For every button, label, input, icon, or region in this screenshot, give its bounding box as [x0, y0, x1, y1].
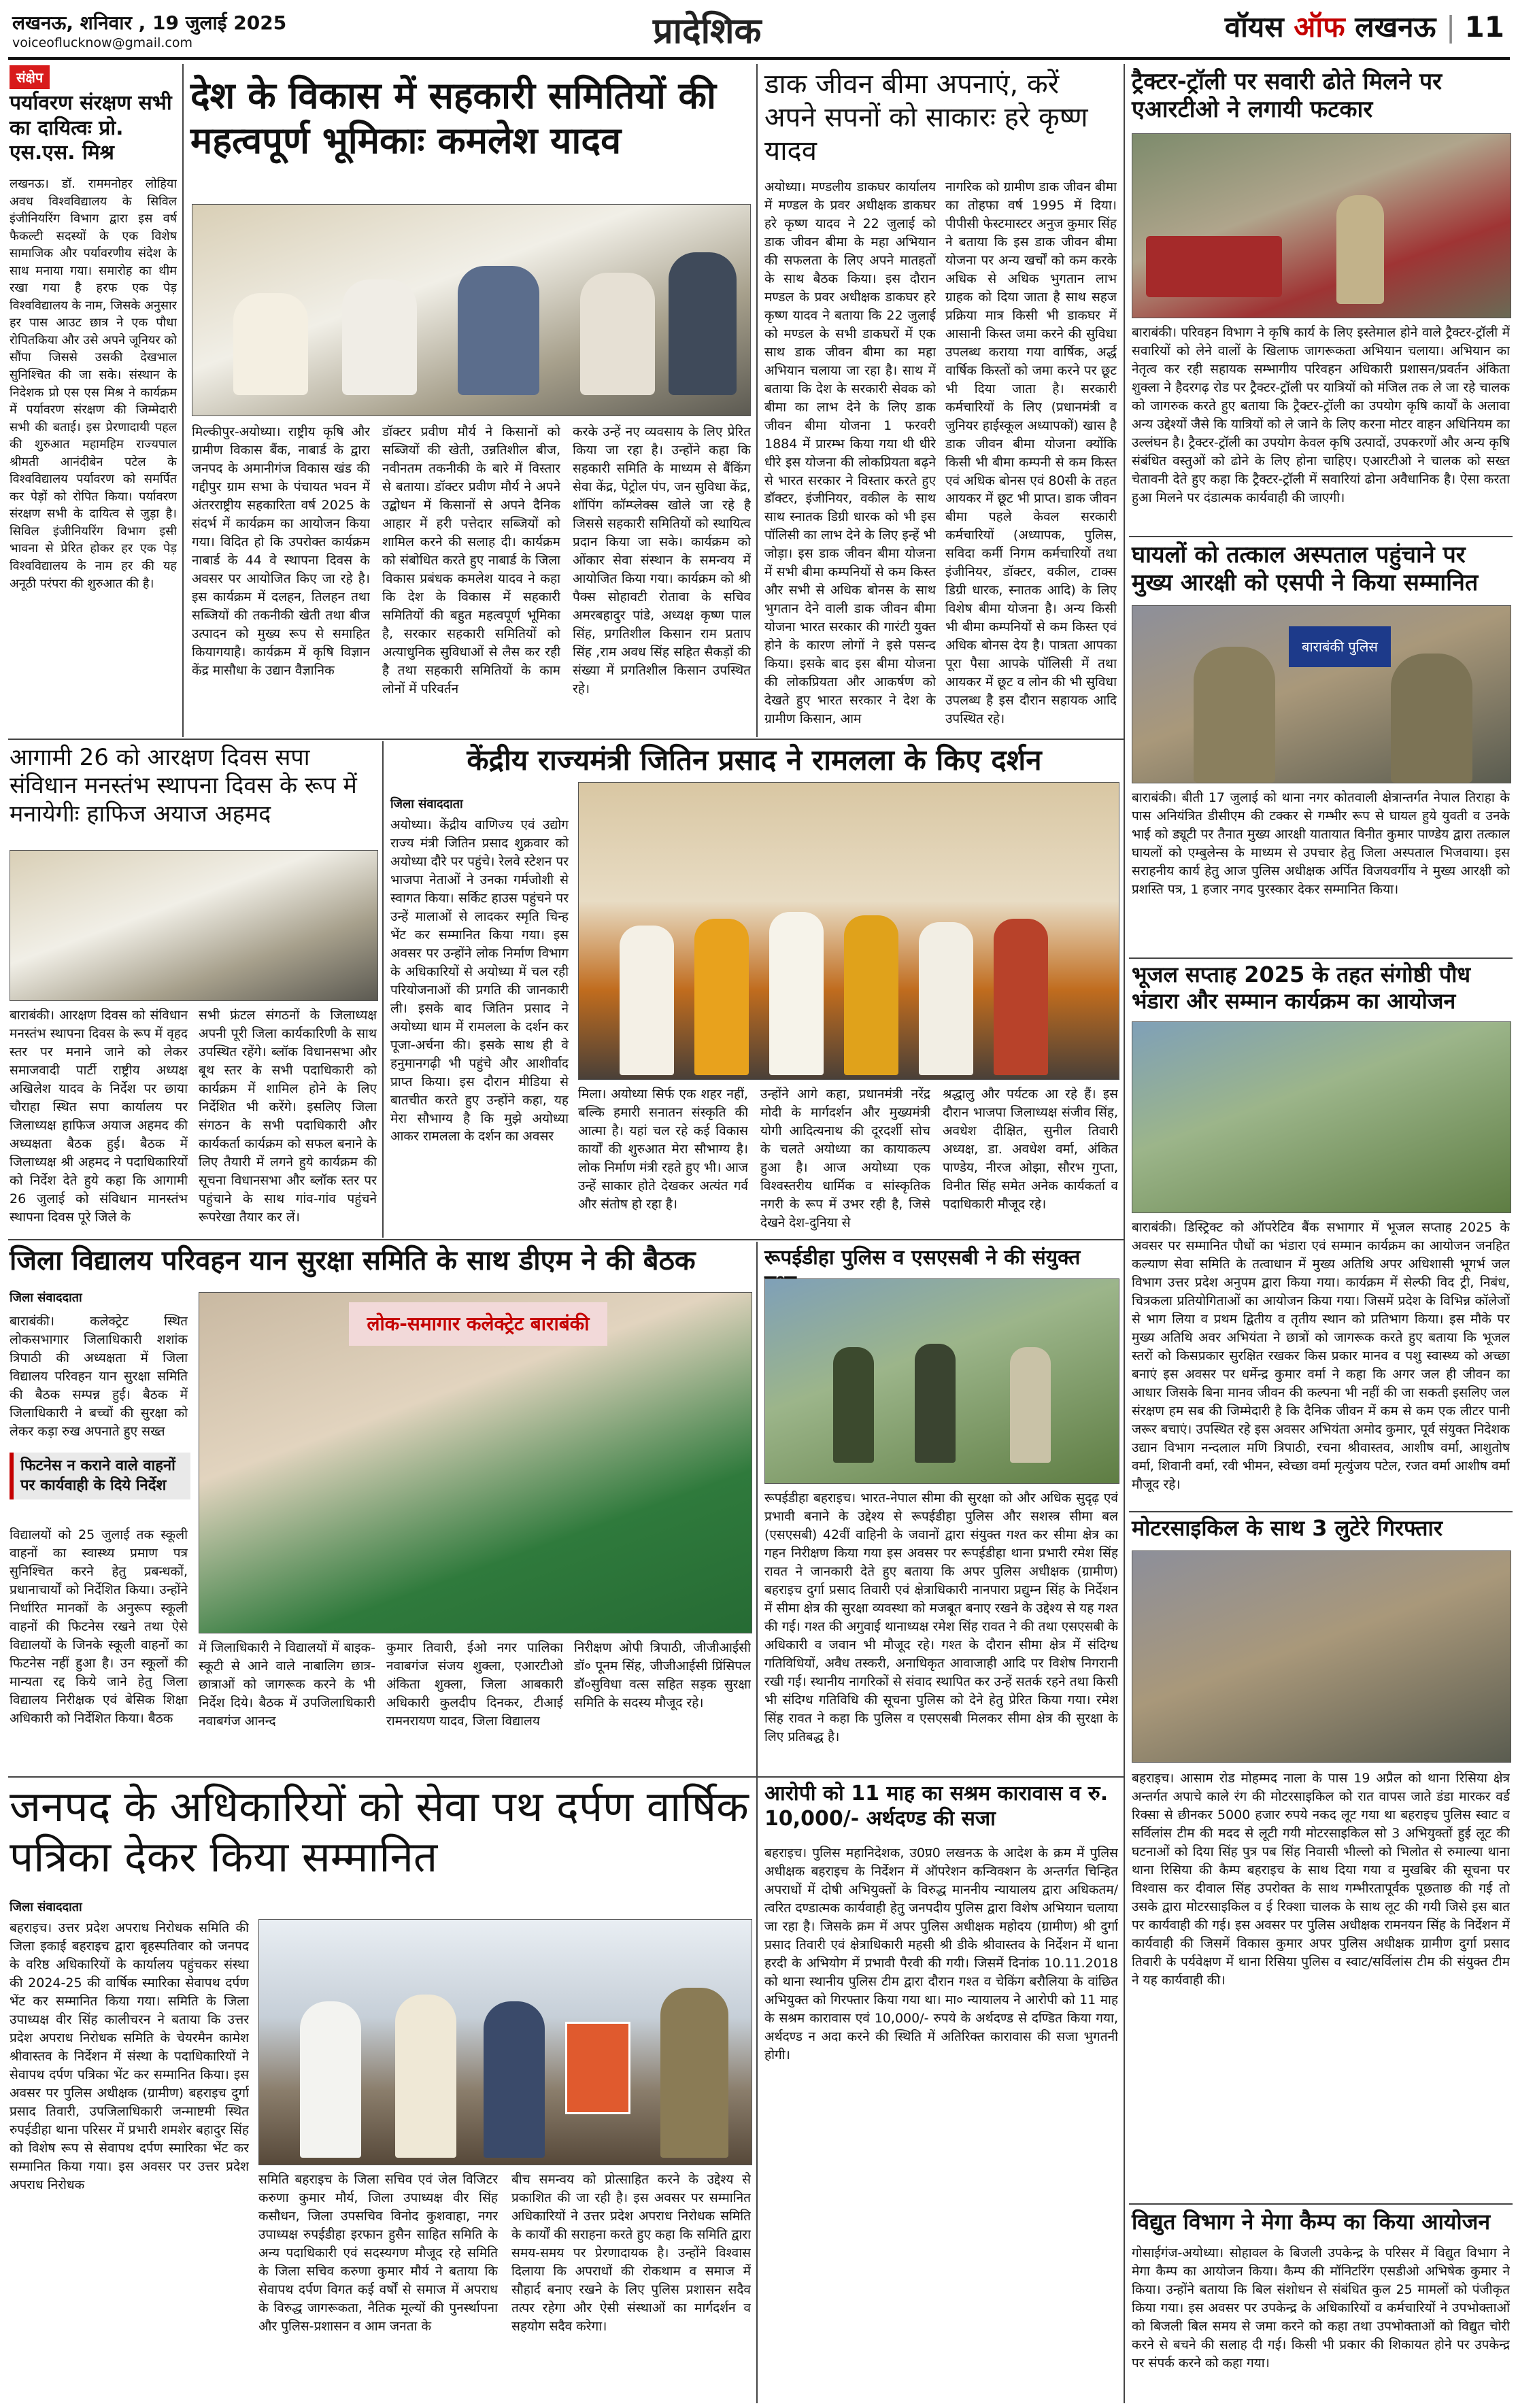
soldier-figure: [833, 1347, 874, 1463]
officer-figure: [1391, 654, 1472, 783]
column-divider: [756, 64, 758, 737]
brief-headline: पर्यावरण संरक्षण सभी का दायित्वः प्रो. एस.एस. मिश्र: [10, 91, 172, 165]
officer-figure: [1194, 647, 1275, 783]
person-figure: [458, 266, 539, 395]
date-line: लखनऊ, शनिवार , 19 जुलाई 2025: [12, 12, 287, 34]
section-rule: [8, 739, 1124, 740]
injured-headline: घायलों को तत्काल अस्पताल पहुंचाने पर मुख्य आरक्षी को एसपी ने किया सम्मानित: [1132, 541, 1479, 597]
sevapath-photo: [258, 1919, 752, 2165]
page-number: 11: [1464, 10, 1504, 44]
dm-body-rest: विद्यालयों को 25 जुलाई तक स्कूली वाहनों का स्वास्थ्य प्रमाण पत्र सुनिश्चित करने हेतु प्रबन्धकों, प्रधानाचार्यों को निर्देशित किया। उन्होंने निर्धारित मानकों के अनुरूप स्कूली वाहनों की फिटनेस रखने तथा ऐसे विद्यालयों के जिनके स्कूली वाहनों का फिटनेस नहीं हुआ है। उन स्कूलों की मान्यता रद्द किये जाने हेतु जिला विद्यालय निरीक्षक एवं बेसिक शिक्षा अधिकारी को निर्देशित किया। बैठक: [10, 1527, 188, 1726]
jitin-photo: [578, 782, 1119, 1080]
person-figure: [919, 922, 973, 1075]
person-figure: [694, 919, 749, 1075]
lead-body-col1: मिल्कीपुर-अयोध्या। राष्ट्रीय कृषि और ग्रामीण विकास बैंक, नाबार्ड के द्वारा जनपद के अमानीगंज विकास खंड की गद्दीपुर ग्राम सभा के पंचायत भवन में अंतरराष्ट्रीय सहकारिता वर्ष 2025 के संदर्भ में कार्यक्रम का आयोजन किया गया। विदित हो कि उपरोक्त कार्यक्रम नाबार्ड के 44 वे स्थापना दिवस के अवसर पर आयोजित किए जा रहे है। इस कार्यक्रम में दलहन, तिलहन तथा सब्जियों की तकनीकी खेती तथा बीज उत्पादन को मुख्य रूप से समाहित कियागयाहै। कार्यक्रम में कृषि विज्ञान केंद्र मासौधा के उद्यान वैज्ञानिक: [192, 424, 370, 678]
person-figure: [994, 919, 1048, 1075]
column-divider: [182, 64, 184, 737]
column-divider: [382, 741, 384, 1238]
section-name: प्रादेशिक: [653, 11, 762, 52]
person-figure: [669, 252, 737, 395]
sevapath-body-col1: बहराइच। उत्तर प्रदेश अपराध निरोधक समिति की जिला इकाई बहराइच द्वारा बृहस्पतिवार को जनपद के वरिष्ठ अधिकारियों के कार्यालय पहुंचकर संस्था की 2024-25 की वार्षिक स्मारिका सेवापथ दर्पण भेंट कर सम्मानित किया गया। समिति के जिला उपाध्यक्ष वीर सिंह कालीचरन ने बताया कि उत्तर प्रदेश अपराध निरोधक समिति के चेयरमैन कामेश श्रीवास्तव के निर्देशन में संस्था के पदाधिकारियों ने सेवापथ दर्पण पत्रिका भेंट कर सम्मानित किया। इस अवसर पर पुलिस अधीक्षक (ग्रामीण) बहराइच दुर्गा प्रसाद तिवारी, उपजिलाधिकारी जन्माष्टमी स्थित रुपईडीहा थाना परिसर में प्रभारी शमशेर बहादुर सिंह को विशेष रूप से सेवापथ दर्पण स्मारिका भेंट कर सम्मानित किया गया। इस अवसर पर उत्तर प्रदेश अपराध निरोधक: [10, 1920, 249, 2192]
dm-body-col2: में जिलाधिकारी ने विद्यालयों में बाइक-स्कूटी से आने वाले नाबालिग छात्र-छात्राओं को जागरूक करने के भी निर्देश दिये। बैठक में उपजिलाधिकारी नवाबगंज आनन्द: [199, 1640, 375, 1729]
patrol-body: रूपईडीहा बहराइच। भारत-नेपाल सीमा की सुरक्षा को और अधिक सुदृढ़ एवं प्रभावी बनाने के उद्देश्य से रूपईडीहा पुलिस और सशस्त्र सीमा बल (एसएसबी) 42वीं वाहिनी के जवानों द्वारा संयुक्त गश्त कर सीमा क्षेत्र का गहन निरीक्षण किया गया इस अवसर पर रूपईडीहा थाना प्रभारी रमेश सिंह रावत ने जानकारी देते हुए बताया कि अपर पुलिस अधीक्षक (ग्रामीण) बहराइच दुर्गा प्रसाद तिवारी एवं क्षेत्राधिकारी नानपारा प्रद्युम्न सिंह के निर्देशन में सीमा क्षेत्र की सुरक्षा व्यवस्था को मजबूत बनाए रखने के उद्देश्य से यह गश्त की गई। गश्त की अगुवाई थानाध्यक्ष रमेश सिंह रावत ने की तथा एसएसबी के अधिकारी व जवान भी मौजूद रहे। गश्त के दौरान सीमा क्षेत्र में संदिग्ध गतिविधियों, अवैध तस्करी, अनाधिकृत आवाजाही आदि पर विशेष निगरानी रखी गई। स्थानीय नागरिकों से संवाद स्थापित कर उन्हें सतर्क रहने तथा किसी भी संदिग्ध गतिविधि की सूचना पुलिस को देने हेतु प्रेरित किया गया। रमेश सिंह रावत ने कहा कि पुलिस व एसएसबी मिलकर सीमा क्षेत्र की सुरक्षा के लिए प्रतिबद्ध है।: [764, 1491, 1118, 1744]
reservation-headline: आगामी 26 को आरक्षण दिवस सपा संविधान मनस्तंभ स्थापना दिवस के रूप में मनायेगीः हाफिज अयाज अहमद: [10, 744, 357, 828]
robbers-photo: [1132, 1550, 1511, 1763]
tractor-photo: [1132, 133, 1511, 318]
dm-photo: [199, 1292, 752, 1633]
reservation-body-col2: सभी फ्रंटल संगठनों के जिलाध्यक्ष अपनी पूरी जिला कार्यकारिणी के साथ उपस्थित रहेंगे। ब्लॉक विधानसभा और बूथ स्तर के सभी पदाधिकारी को कार्यक्रम में शामिल होने के लिए निर्देशित भी करेंगे। इसलिए जिला संगठन के सभी पदाधिकारी और कार्यकर्ता कार्यक्रम को सफल बनाने के लिए तैयारी में लगने हुये कार्यक्रम की सूचना विधानसभा और ब्लॉक स्तर पर पहुंचाने के साथ गांव-गांव पहुंचने रूपरेखा तैयार कर लें।: [199, 1008, 377, 1225]
jitin-headline-text: केंद्रीय राज्यमंत्री जितिन प्रसाद ने रामलला के किए दर्शन: [390, 743, 1118, 777]
electricity-headline: विद्युत विभाग ने मेगा कैम्प का किया आयोजन: [1132, 2209, 1491, 2235]
person-figure: [769, 912, 824, 1075]
section-rule: [1129, 1511, 1513, 1512]
robbers-headline: मोटरसाइकिल के साथ 3 लुटेरे गिरफ्तार: [1132, 1515, 1443, 1541]
injured-photo: [1132, 605, 1511, 783]
officer-figure: [1336, 195, 1384, 304]
hall-banner: लोक-समागार कलेक्ट्रेट बाराबंकी: [349, 1302, 607, 1346]
masthead-word-1: वॉयस: [1224, 10, 1284, 44]
postal-body-col2: नागरिक को ग्रामीण डाक जीवन बीमा का तोहफा वर्ष 1995 में दिया। पीपीसी फेस्टमास्टर अनुज कुमार सिंह ने बताया कि इस डाक जीवन बीमा योजना पर अन्य खर्चों को कम करके अधिक से अधिक भुगतान लाभ ग्राहक को दिया जाता है साथ सहज प्रक्रिया मात्र किसी भी डाकघर में आसानी किस्त जमा करने की सुविधा उपलब्ध कराया गया वार्षिक, अर्द्ध वार्षिक किस्तों को जमा करने पर छूट भी दिया जाता है। सरकारी कर्मचारियों के लिए (प्रधानमंत्री व जुनियर हाईस्कूल अध्यापकों) खास है डाक जीवन बीमा योजना क्योंकि किसी भी बीमा कम्पनी से कम किस्त एवं अधिक बोनस एवं 80सी के तहत आयकर में छूट भी प्राप्त। डाक जीवन बीमा पहले केवल सरकारी कर्मचारियों (अध्यापक, पुलिस, सविदा कर्मी निगम कर्मचारियों तथा इंजीनियर, डॉक्टर, वकील, टाक्स डिग्री धारक, स्नातक आदि) के लिए विशेष बीमा योजना है। अन्य किसी भी बीमा कम्पनियों से कम किस्त एवं अधिक बोनस देय है। पात्रता आपका पूरा पैसा आपके पॉलिसी में तथा आयकर में छूट व लोन की भी सुविधा उपलब्ध है इस दौरान सहायक आदि उपस्थित रहे।: [945, 180, 1117, 727]
column-divider: [756, 1242, 758, 2403]
person-figure: [300, 2001, 361, 2158]
masthead-word-2: ऑफ: [1294, 10, 1345, 44]
court-body: बहराइच। पुलिस महानिदेशक, उ0प्र0 लखनऊ के आदेश के क्रम में पुलिस अधीक्षक बहराइच के निर्देशन में ऑपरेशन कन्विक्शन के अन्तर्गत चिन्हित अपराधों में दोषी अभियुक्तों के विरुद्ध माननीय न्यायालय द्वारा अधिकतम/त्वरित दण्डात्मक कार्यवाही हेतु जनपदीय पुलिस द्वारा विशेष अभियान चलाया जा रहा है। जिसके क्रम में अपर पुलिस अधीक्षक महोदय (ग्रामीण) श्री दुर्गा प्रसाद तिवारी एवं क्षेत्राधिकारी महसी श्री डीके श्रीवास्तव के निर्देशन में थाना हरदी के अभियोग में प्रभावी पैरवी की गयी। जिसमें दिनांक 10.11.2018 को थाना स्थानीय पुलिस टीम द्वारा दौरान गश्त व चेकिंग बरौलिया के वांछित अभियुक्त को गिरफ्तार किया गया था। मा० न्यायालय ने आरोपी को 11 माह के सश्रम कारावास एवं 10,000/- रुपये के अर्थदण्ड से दण्डित किया गया, अर्थदण्ड न अदा करने की स्थिति में अतिरिक्त कारावास की सजा भुगतनी होगी।: [764, 1846, 1118, 2063]
lead-body-col2: डॉक्टर प्रवीण मौर्य ने किसानों को सब्जियों की खेती, उन्नतिशील बीज, नवीनतम तकनीकी के बारे में विस्तार से बताया। डॉक्टर प्रवीण मौर्य ने अपने उद्बोधन में किसानों से अपने दैनिक आहार में हरी पत्तेदार सब्जियों को शामिल करने की सलाह दी। कार्यक्रम को संबोधित करते हुए नाबार्ड के जिला विकास प्रबंधक कमलेश यादव ने कहा कि देश के विकास में सहकारी समितियों की बहुत महत्वपूर्ण भूमिका है, सरकार सहकारी समितियों को अत्याधुनिक सुविधाओं से लैस कर रही है तथा सहकारी समितियों के काम लोनों में परिवर्तन: [382, 424, 560, 696]
lead-body-col3: करके उन्हें नए व्यवसाय के लिए प्रेरित किया जा रहा है। उन्होंने कहा कि सहकारी समिति के माध्यम से बैंकिंग सेवा केंद्र, पेट्रोल पंप, जन सुविधा केंद्र, शॉपिंग कॉम्प्लेक्स खोले जा रहे है जिससे सहकारी समितियों को स्थायित्व प्रदान किया जा सके। कार्यक्रम को ओंकार सेवा संस्थान के समन्वय में आयोजित किया गया। कार्यक्रम को श्री पैक्स सोहावटी रोतावा के सचिव अमरबहादुर पांडे, अध्यक्ष कृष्ण पाल सिंह, प्रगतिशील किसान राम प्रताप सिंह ,राम अवध सिंह सहित सैकड़ों की संख्या में प्रगतिशील किसान उपस्थित रहे।: [573, 424, 751, 696]
patrol-headline: रूपईडीहा पुलिस व एसएसबी ने की संयुक्त: [764, 1246, 1081, 1270]
jitin-body-col2: मिला। अयोध्या सिर्फ एक शहर नहीं, बल्कि हमारी सनातन संस्कृति की आत्मा है। यहां चल रहे कई विकास कार्यों की शुरुआत मेरा सौभाग्य है। लोक निर्माण मंत्री रहते हुए भी। आज उन्हें साकार होते देखकर अत्यंत गर्व और संतोष हो रहा है।: [578, 1087, 748, 1212]
person-figure: [395, 1995, 456, 2158]
sapling-photo: [1132, 1021, 1511, 1213]
jitin-byline: जिला संवाददाता: [390, 797, 463, 811]
column-divider: [1124, 64, 1125, 2403]
tractor-trolley-shape: [1146, 236, 1282, 297]
jitin-body-col1: अयोध्या। केंद्रीय वाणिज्य एवं उद्योग राज्य मंत्री जितिन प्रसाद शुक्रवार को अयोध्या दौरे पर पहुंचे। रेलवे स्टेशन पर भाजपा नेताओं ने उनका गर्मजोशी से स्वागत किया। सर्किट हाउस पहुंचने पर उन्हें मालाओं से लादकर स्मृति चिन्ह भेंट कर सम्मानित किया गया। इस अवसर पर उन्होंने लोक निर्माण विभाग के अधिकारियों से अयोध्या में चल रही परियोजनाओं की प्रगति की जानकारी ली। इसके बाद जितिन प्रसाद ने अयोध्या धाम में रामलला के दर्शन कर पूजा-अर्चना की। इसके साथ ही वे हनुमानगढ़ी भी पहुंचे और आशीर्वाद प्राप्त किया। इस दौरान मीडिया से बातचीत करते हुए उन्होंने कहा, यह मेरा सौभाग्य है कि मुझे अयोध्या आकर रामलला के दर्शन का अवसर: [390, 817, 569, 1144]
person-figure: [233, 293, 308, 395]
tractor-headline: ट्रैक्टर-ट्रॉली पर सवारी ढोते मिलने पर एआरटीओ ने लगायी फटकार: [1132, 68, 1443, 124]
person-figure: [844, 915, 898, 1075]
section-rule: [8, 1776, 756, 1778]
dm-body-col3: कुमार तिवारी, ईओ नगर पालिका नवाबगंज संजय शुक्ला, एआरटीओ अंकिता शुक्ला, जिला आबकारी अधिकारी कुलदीप दिनकर, टीआई रामनरायण यादव, जिला विद्यालय: [386, 1640, 563, 1729]
person-figure: [620, 926, 674, 1075]
postal-body-col1: अयोध्या। मण्डलीय डाकघर कार्यालय में मण्डल के प्रवर अधीक्षक डाकघर हरे कृष्ण यादव ने 22 जुलाई को डाक जीवन बीमा के महा अभियान की सफलता के लिए अपने मातहतों के साथ बैठक किया। इस दौरान मण्डल के प्रवर अधीक्षक डाकघर हरे कृष्ण यादव ने बताया कि 22 जुलाई को मण्डल के सभी डाकघरों में एक साथ डाक जीवन बीमा का महा अभियान चलाया जा रहा है। साथ में बताया कि देश के सरकारी सेवक को बीमा का लाभ देने के लिए डाक जीवन बीमा योजना 1 फरवरी 1884 में प्रारम्भ किया गया थी धीरे धीरे इस योजना की लोकप्रियता बढ़ने से भारत सरकार ने विस्तार करते हुए डॉक्टर, इंजीनियर, वकील के साथ साथ स्नातक डिग्री धारक को भी इस पॉलिसी का लाभ देने के लिए इन्हें भी जोड़ा। इस डाक जीवन बीमा योजना में सभी बीमा कम्पनियों से कम किस्त और सभी से अधिक बोनस के साथ भुगतान देने वाली डाक जीवन बीमा योजना भारत सरकार की गारंटी युक्त होने के कारण लोगों ने इसे पसन्द किया। इसके बाद इस बीमा योजना की लोकप्रियता और आकर्षण को देखते हुए भारत सरकार ने देश के ग्रामीण किसान, आम: [764, 180, 936, 727]
person-figure: [342, 279, 417, 395]
jitin-body-col4: श्रद्धालु और पर्यटक आ रहे हैं। इस दौरान भाजपा जिलाध्यक्ष संजीव सिंह, अवधेश दीक्षित, सुनील तिवारी अध्यक्ष, डा. अवधेश वर्मा, अंकित पाण्डेय, नीरज ओझा, सौरभ गुप्ता, विनीत सिंह समेत अनेक कार्यकर्ता व पदाधिकारी मौजूद रहे।: [943, 1087, 1118, 1212]
email: voiceoflucknow@gmail.com: [12, 35, 192, 50]
sevapath-body-col3: बीच समन्वय को प्रोत्साहित करने के उद्देश्य से प्रकाशित की जा रही है। इस अवसर पर सम्मानित अधिकारियों ने उत्तर प्रदेश अपराध निरोधक समिति के कार्यों की सराहना करते हुए कहा कि समिति द्वारा समय-समय पर प्रेरणादायक है। उन्होंने विश्वास दिलाया कि अपराधों की रोकथाम व समाज में सौहार्द बनाए रखने के लिए पुलिस प्रशासन सदैव तत्पर रहेगा और ऐसी संस्थाओं का मार्गदर्शन व सहयोग सदैव करेगा।: [511, 2172, 751, 2334]
police-sign: बाराबंकी पुलिस: [1289, 626, 1391, 667]
injured-body: बाराबंकी। बीती 17 जुलाई को थाना नगर कोतवाली क्षेत्रान्तर्गत नेपाल तिराहा के पास अनियंत्रित डीसीएम की टक्कर से गम्भीर रूप से घायल हुये युवती व उनके भाई को ड्यूटी पर तैनात मुख्य आरक्षी यातायात विनीत कुमार पाण्डेय द्वारा तत्काल घायलों को एम्बुलेन्स के माध्यम से उपचार हेतु जिला अस्पताल भिजवाया। इस सराहनीय कार्य हेतु आज पुलिस अधीक्षक अर्पित विजयवर्गीय ने मुख्य आरक्षी को प्रशस्ति पत्र, 1 हजार नगद पुरस्कार देकर सम्मानित किया।: [1132, 790, 1510, 897]
person-figure: [484, 2001, 545, 2158]
reservation-body-col1: बाराबंकी। आरक्षण दिवस को संविधान मनस्तंभ स्थापना दिवस के रूप में वृहद स्तर पर मनाने जाने को लेकर समाजवादी पार्टी राष्ट्रीय अध्यक्ष अखिलेश यादव के निर्देश पर छाया चौराहा स्थित सपा कार्यालय पर जिलाध्यक्ष हाफिज अयाज अहमद की अध्यक्षता बैठक हुई। बैठक में जिलाध्यक्ष श्री अहमद ने पदाधिकारियों को निर्देश देते हुये कहा कि आगामी 26 जुलाई को संविधान मानस्तंभ स्थापना दिवस पूरे जिले के: [10, 1008, 188, 1225]
tractor-body: बाराबंकी। परिवहन विभाग ने कृषि कार्य के लिए इस्तेमाल होने वाले ट्रैक्टर-ट्रॉली में सवारियों को लेने वालों के खिलाफ जागरूकता अभियान चलाया। अभियान का नेतृत्व कर रही सहायक सम्भागीय परिवहन अधिकारी प्रशासन/प्रवर्तन अंकिता शुक्ला ने हैदरगढ़ रोड पर ट्रैक्टर-ट्रॉली पर यात्रियों को मंजिल तक ले जा रहे चालक को जागरुक करते हुए बताया कि ट्रैक्टर-ट्रॉली का उपयोग कृषि कार्यों के अलावा अन्य उद्देश्यों जैसे कि यात्रियों को ले जाने के लिए करना मोटर वाहन अधिनियम का उल्लंघन है। ट्रैक्टर-ट्रॉली का उपयोग केवल कृषि उत्पादों, उपकरणों और अन्य कृषि संबंधित वस्तुओं को ढोने के लिए होना चाहिए। एआरटीओ ने चालक को सख्त चेतावनी देते हुए कहा कि ट्रैक्टर-ट्रॉली में सवारियां ढोना अवैधानिक है। ऐसा करता हुआ मिलने पर दंडात्मक कार्यवाही की जाएगी।: [1132, 325, 1510, 505]
jitin-body-col3: उन्होंने आगे कहा, प्रधानमंत्री नरेंद्र मोदी के मार्गदर्शन और मुख्यमंत्री योगी आदित्यनाथ की दूरदर्शी सोच के चलते अयोध्या का कायाकल्प हुआ है। आज अयोध्या एक विश्वस्तरीय धार्मिक व सांस्कृतिक नगरी के रूप में उभर रही है, जिसे देखने देश-दुनिया से: [760, 1087, 930, 1230]
lead-headline: देश के विकास में सहकारी समितियों की महत्वपूर्ण भूमिकाः कमलेश यादव: [190, 74, 716, 162]
brief-body: लखनऊ। डॉ. राममनोहर लोहिया अवध विश्वविद्यालय के सिविल इंजीनियरिंग विभाग द्वारा इस वर्ष फैकल्टी सदस्यों के एक विशेष सामाजिक और पर्यावरणीय संदेश के साथ मनाया गया। समारोह का थीम रखा गया है हरफ एक पेड़ विश्वविद्यालय के नाम, जिसके अनुसार हर पास आउट छात्र ने एक पौधा रोपितकिया और उसे अपने जूनियर को सौंपा जिससे उसकी देखभाल सुनिश्चित की जा सके। संस्थान के निदेशक प्रो एस एस मिश्र ने कार्यक्रम में पर्यावरण संरक्षण की जिम्मेदारी सभी की बताई। इस प्रेरणादायी पहल की शुरुआत महामहिम राज्यपाल श्रीमती आनंदीबेन पटेल के विश्वविद्यालय पर्यावरण को समर्पित कर पेड़ों को रोपित किया। पर्यावरण संरक्षण सभी के दायित्व से जुड़ा है। सिविल इंजीनियरिंग विभाग इसी भावना से प्रेरित होकर हर एक पेड़ विश्वविद्यालय के नाम हर की यह अनूठी परंपरा की शुरुआत की है।: [10, 177, 177, 591]
magazine-cover: [565, 2022, 630, 2114]
section-rule: [1129, 2203, 1513, 2205]
section-rule: [1129, 957, 1513, 959]
postal-headline: डाक जीवन बीमा अपनाएं, करें अपने सपनों को साकारः हरे कृष्ण यादव: [764, 69, 1088, 167]
patrol-photo: [764, 1278, 1119, 1484]
lead-photo: [192, 204, 751, 416]
section-rule: [1129, 536, 1513, 537]
sapling-headline: भूजल सप्ताह 2025 के तहत संगोष्ठी पौध भंडारा और सम्मान कार्यक्रम का आयोजन: [1132, 962, 1471, 1015]
brief-tag: संक्षेप: [10, 65, 50, 89]
sevapath-body-col2: समिति बहराइच के जिला सचिव एवं जेल विजिटर करुणा कुमार मौर्य, जिला उपाध्यक्ष वीर सिंह कसौधन, जिला उपसचिव विनोद कुशवाहा, नगर उपाध्यक्ष रुपईडीहा इरफान हुसैन साहित समिति के अन्य पदाधिकारी एवं सदस्यगण मौजूद रहे समिति के जिला सचिव करुणा कुमार मौर्य ने बताया कि सेवापथ दर्पण विगत कई वर्षों से समाज में अपराध के विरुद्ध जागरूकता, नैतिक मूल्यों की पुनर्स्थापना और पुलिस-प्रशासन व आम जनता के: [258, 2172, 498, 2334]
header-rule: [8, 57, 1510, 60]
masthead-word-3: लखनऊ: [1355, 10, 1436, 44]
officer-figure: [660, 1988, 728, 2158]
dm-headline: जिला विद्यालय परिवहन यान सुरक्षा समिति के साथ डीएम ने की बैठक: [10, 1245, 696, 1276]
robbers-body: बहराइच। आसाम रोड मोहम्मद नाला के पास 19 अप्रैल को थाना रिसिया क्षेत्र अन्तर्गत अपाचे काले रंग की मोटरसाइकिल को रात वापस जाते डंडा मारकर वर्ड रिक्सा से छीनकर 5000 हजार रुपये नकद लूट गया था बहराइच पुलिस स्वाट व सर्विलांस टीम की मदद से लूटी गयी मोटरसाइकिल सो 3 अभियुक्तों हुई लूट की घटनाओं को दिया सिंह पुत्र पब सिंह निवासी भील्लो को भिलोत से रुमाल्या थाना थाना रिसिया की कैम्प बहराइच के साथ दिया गया व मुखबिर की सूचना पर विश्वास कर दीवाल सिंह उपरोक्त के साथ गम्भीरतापूर्वक पूछताछ की गई तो उसके द्वारा मोटरसाइकिल व ई रिक्शा चालक के साथ लूट की गयी जिसे इस बात पर कार्यवाही की गई। इस अवसर पर पुलिस अधीक्षक रामनयन सिंह के निर्देशन में कार्यवाही की जिसमें विकास कुमार अपर पुलिस अधीक्षक ग्रामीण दुर्गा प्रसाद तिवारी के पर्यवेक्षण में थाना रिसिया पुलिस व स्वाट/सर्विलांस टीम की संयुक्त टीम ने यह कार्यवाही की।: [1132, 1771, 1510, 1988]
section-rule: [8, 1239, 1124, 1240]
electricity-body: गोसाईगंज-अयोध्या। सोहावल के बिजली उपकेन्द्र के परिसर में विद्युत विभाग ने मेगा कैम्प का आयोजन किया। कैम्प की मॉनिटरिंग एसडीओ अभिषेक कुमार ने किया। उन्होंने बताया कि बिल संशोधन से संबंधित कुल 25 मामलों को पंजीकृत किया गया। इस अवसर पर उपकेन्द्र के अधिकारियों व कर्मचारियों ने उपभोक्ताओं को बिजली बिल समय से जमा करने को कहा तथा उपभोक्ताओं को विद्युत चोरी करने से बचने की सलाह दी गई। किसी भी प्रकार की शिकायत होने पर उपकेन्द्र पर संपर्क करने को कहा गया।: [1132, 2245, 1510, 2371]
dm-body-col4: निरीक्षण ओपी त्रिपाठी, जीजीआईसी डॉ० पूनम सिंह, जीजीआईसी प्रिंसिपल डॉ०सुविधा वत्स सहित सड़क सुरक्षा समिति के सदस्य मौजूद रहे।: [574, 1640, 751, 1710]
court-headline: आरोपी को 11 माह का सश्रम कारावास व रु. 10,000/- अर्थदण्ड की सजा: [764, 1782, 1109, 1831]
section-rule: [758, 1776, 1124, 1778]
person-figure: [580, 273, 655, 395]
sevapath-byline: जिला संवाददाता: [10, 1900, 82, 1914]
dm-body-intro: बाराबंकी। कलेक्ट्रेट स्थित लोकसभागार जिलाधिकारी शशांक त्रिपाठी की अध्यक्षता में जिला विद्यालय परिवहन यान सुरक्षा समिति की बैठक सम्पन्न हुई। बैठक में जिलाधिकारी ने बच्चों की सुरक्षा को लेकर कड़ा रुख अपनाते हुए सख्त: [10, 1314, 188, 1439]
dm-inner-headline: फिटनेस न कराने वाले वाहनों पर कार्यवाही के दिये निर्देश: [10, 1453, 190, 1499]
sapling-body: बाराबंकी। डिस्ट्रिक्ट को ऑपरेटिव बैंक सभागार में भूजल सप्ताह 2025 के अवसर पर सम्मानित पौधों का भंडारा एवं सम्मान कार्यक्रम का आयोजन जनहित कल्याण सेवा समिति के तत्वाधान में मुख्य अतिथि अपर अधिशासी भूगर्भ जल विभाग उत्तर प्रदेश अनुपम द्वारा किया गया। कार्यक्रम में सेल्फी विद ट्री, निबंध, चित्रकला प्रतियोगिताओं का आयोजन किया गया। जिसमें प्रदेश के विभिन्न कॉलेजों से भाग लिया व प्रथम द्वितीय व तृतीय स्थान को प्रतिभाग किया। इस मौके पर मुख्य अतिथि अवर अभियंता ने छात्रों को जागरूक करते हुए बताया कि भूजल स्तरों को किसप्रकार सुरक्षित रखकर किस प्रकार मानव व पशु स्वास्थ्य को अच्छा बनाएं इस अवसर पर धर्मेन्द्र कुमार वर्मा ने कहा कि अगर जल ही जीवन का आधार जिसके बिना मानव जीवन की कल्पना भी नहीं की जा सकती इसलिए जल संरक्षण हम सब की जिम्मेदारी है कि दैनिक जीवन में कम से कम एक लीटर पानी जरूर बचाएं। उपस्थित रहे इस अवसर अभियंता अमोद कुमार, पूर्व संयुक्त निदेशक उद्यान विभाग नन्दलाल मणि त्रिपाठी, रचना श्रीवास्तव, आशीष वर्मा, आशुतोष वर्मा, शिवानी वर्मा, रवी भीमन, स्वेच्छा वर्मा मृत्युंजय पटेल, रजत वर्मा आशीष वर्मा मौजूद रहे।: [1132, 1220, 1510, 1492]
soldier-figure: [915, 1344, 956, 1463]
dm-byline: जिला संवाददाता: [10, 1291, 82, 1305]
masthead: वॉयस ऑफ लखनऊ | 11: [1224, 10, 1504, 44]
sevapath-headline: जनपद के अधिकारियों को सेवा पथ दर्पण वार्षिक पत्रिका देकर किया सम्मानित: [10, 1782, 749, 1882]
reservation-photo: [10, 850, 378, 1001]
officer-figure: [1010, 1347, 1051, 1463]
